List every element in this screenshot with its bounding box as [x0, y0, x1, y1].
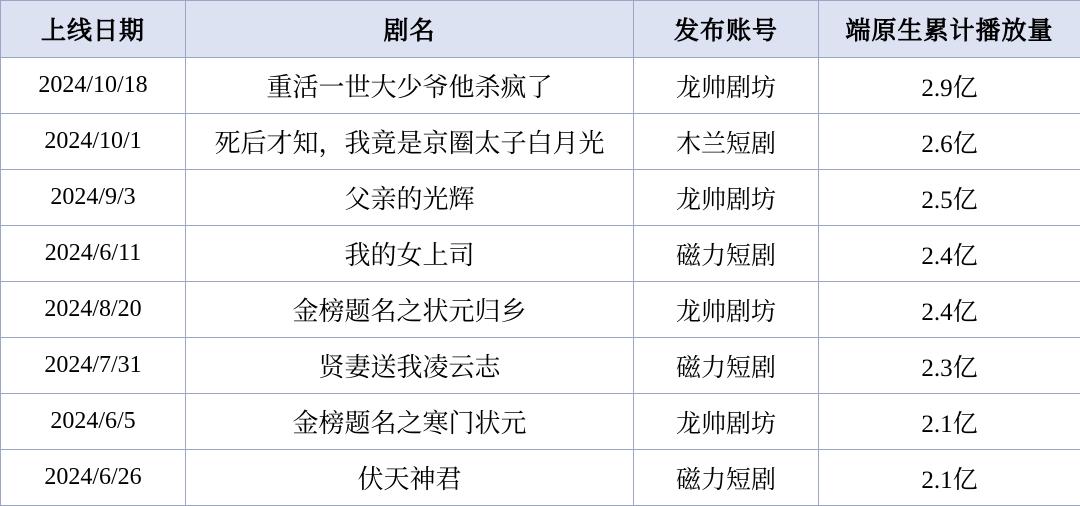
cell-views: 2.1亿 [819, 450, 1080, 506]
cell-title: 金榜题名之状元归乡 [186, 282, 634, 338]
column-header-views: 端原生累计播放量 [819, 1, 1080, 58]
cell-account: 磁力短剧 [634, 338, 819, 394]
cell-date: 2024/10/1 [1, 114, 186, 170]
table-row [1, 338, 1080, 394]
cell-title: 贤妻送我凌云志 [186, 338, 634, 394]
table-row [1, 58, 1080, 114]
cell-title: 金榜题名之寒门状元 [186, 394, 634, 450]
cell-views: 2.9亿 [819, 58, 1080, 114]
table-row [1, 282, 1080, 338]
cell-account: 龙帅剧坊 [634, 394, 819, 450]
column-header-date: 上线日期 [1, 1, 186, 58]
cell-views: 2.3亿 [819, 338, 1080, 394]
table-header [1, 1, 1080, 58]
cell-views: 2.6亿 [819, 114, 1080, 170]
table-row [1, 114, 1080, 170]
cell-account: 龙帅剧坊 [634, 282, 819, 338]
table-row [1, 226, 1080, 282]
cell-date: 2024/6/26 [1, 450, 186, 506]
cell-account: 龙帅剧坊 [634, 170, 819, 226]
cell-date: 2024/8/20 [1, 282, 186, 338]
cell-account: 磁力短剧 [634, 450, 819, 506]
table-row [1, 394, 1080, 450]
column-header-account: 发布账号 [634, 1, 819, 58]
cell-title: 重活一世大少爷他杀疯了 [186, 58, 634, 114]
table-header-row [1, 1, 1080, 58]
cell-account: 磁力短剧 [634, 226, 819, 282]
cell-views: 2.4亿 [819, 282, 1080, 338]
cell-title: 死后才知，我竟是京圈太子白月光 [186, 114, 634, 170]
cell-account: 木兰短剧 [634, 114, 819, 170]
cell-views: 2.1亿 [819, 394, 1080, 450]
cell-views: 2.4亿 [819, 226, 1080, 282]
cell-title: 父亲的光辉 [186, 170, 634, 226]
table-body [1, 58, 1080, 506]
cell-date: 2024/6/5 [1, 394, 186, 450]
cell-views: 2.5亿 [819, 170, 1080, 226]
column-header-title: 剧名 [186, 1, 634, 58]
cell-date: 2024/7/31 [1, 338, 186, 394]
cell-title: 伏天神君 [186, 450, 634, 506]
cell-title: 我的女上司 [186, 226, 634, 282]
cell-date: 2024/6/11 [1, 226, 186, 282]
cell-date: 2024/10/18 [1, 58, 186, 114]
cell-account: 龙帅剧坊 [634, 58, 819, 114]
table-row [1, 450, 1080, 506]
cell-date: 2024/9/3 [1, 170, 186, 226]
table-row [1, 170, 1080, 226]
